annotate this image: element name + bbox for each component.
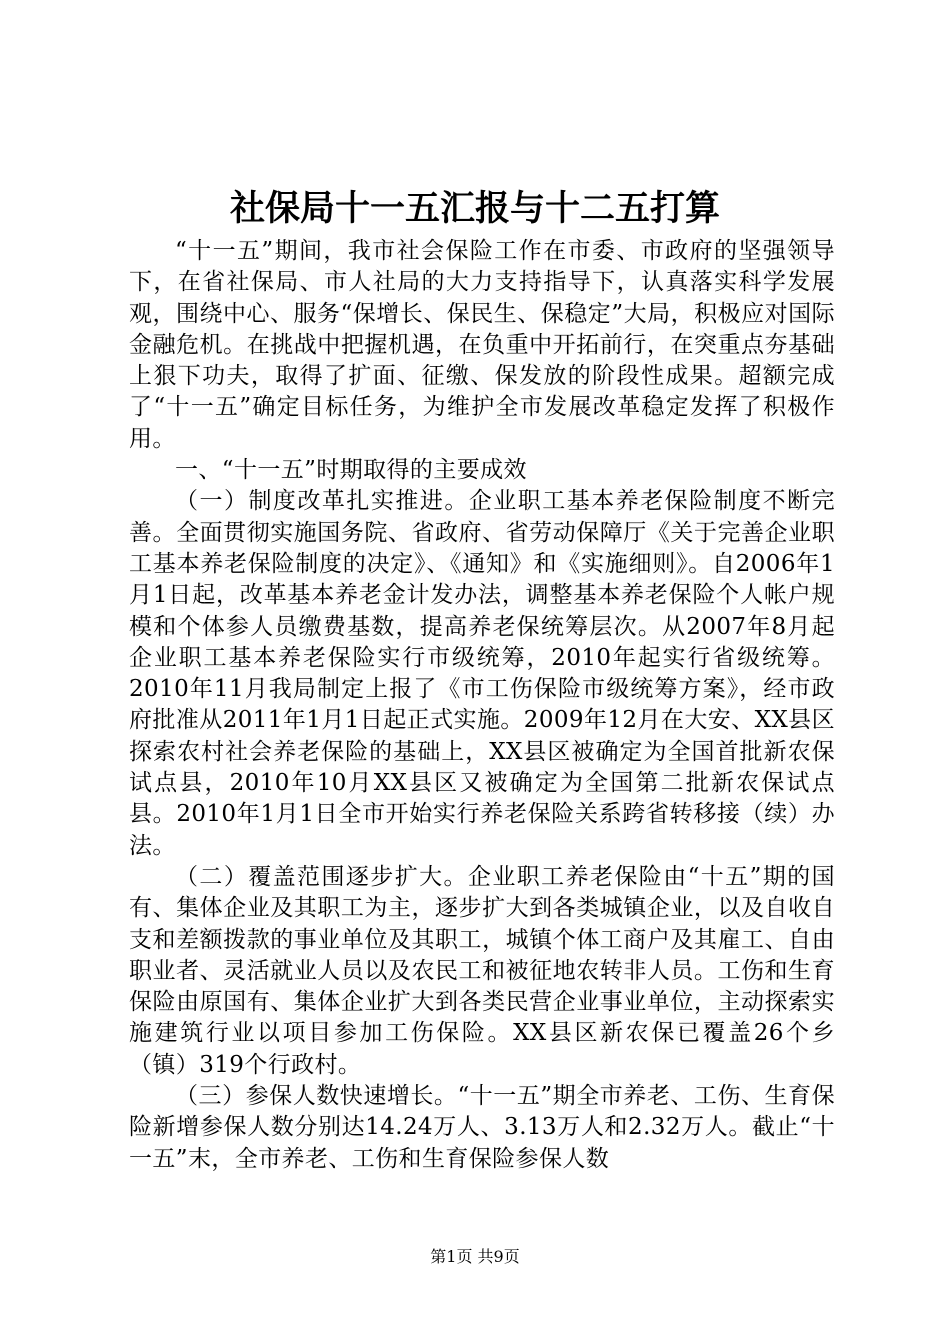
paragraph-system-reform: （一）制度改革扎实推进。企业职工基本养老保险制度不断完善。全面贯彻实施国务院、省政府、省劳动保障厅《关于完善企业职工基本养老保险制度的决定》、《通知》和《实施细则》。自2006年1月1日起，改革基本养老金计发办法，调整基本养老保险个人帐户规模和个体参人员缴费基数，提高养老保统筹层次。从2007年8月起企业职工基本养老保险实行市级统筹，2010年起实行省级统筹。2010年11月我局制定上报了《市工伤保险市级统筹方案》，经市政府批准从2011年1月1日起正式实施。2009年12月在大安、XX县区探索农村社会养老保险的基础上，XX县区被确定为全国首批新农保试点县，2010年10月XX县区又被确定为全国第二批新农保试点县。2010年1月1日全市开始实行养老保险关系跨省转移接（续）办法。 <box>129 488 835 859</box>
document-body <box>129 236 835 1175</box>
document-title: 社保局十一五汇报与十二五打算 <box>229 188 720 229</box>
paragraph-enrollment: （三）参保人数快速增长。“十一五”期全市养老、工伤、生育保险新增参保人数分别达14.24万人、3.13万人和2.32万人。截止“十一五”末，全市养老、工伤和生育保险参保人数 <box>129 1083 835 1172</box>
section-heading: 一、“十一五”时期取得的主要成效 <box>175 457 527 484</box>
paragraph-coverage: （二）覆盖范围逐步扩大。企业职工养老保险由“十五”期的国有、集体企业及其职工为主，逐步扩大到各类城镇企业，以及自收自支和差额拨款的事业单位及其职工，城镇个体工商户及其雇工、自由职业者、灵活就业人员以及农民工和被征地农转非人员。工伤和生育保险由原国有、集体企业扩大到各类民营企业事业单位，主动探索实施建筑行业以项目参加工伤保险。XX县区新农保已覆盖26个乡（镇）319个行政村。 <box>129 863 835 1078</box>
intro-paragraph: “十一五”期间，我市社会保险工作在市委、市政府的坚强领导下，在省社保局、市人社局的大力支持指导下，认真落实科学发展观，围绕中心、服务“保增长、保民生、保稳定”大局，积极应对国际金融危机。在挑战中把握机遇，在负重中开拓前行，在突重点夯基础上狠下功夫，取得了扩面、征缴、保发放的阶段性成果。超额完成了“十一五”确定目标任务，为维护全市发展改革稳定发挥了积极作用。 <box>129 238 835 452</box>
page-footer: 第1页 共9页 <box>430 1247 520 1266</box>
